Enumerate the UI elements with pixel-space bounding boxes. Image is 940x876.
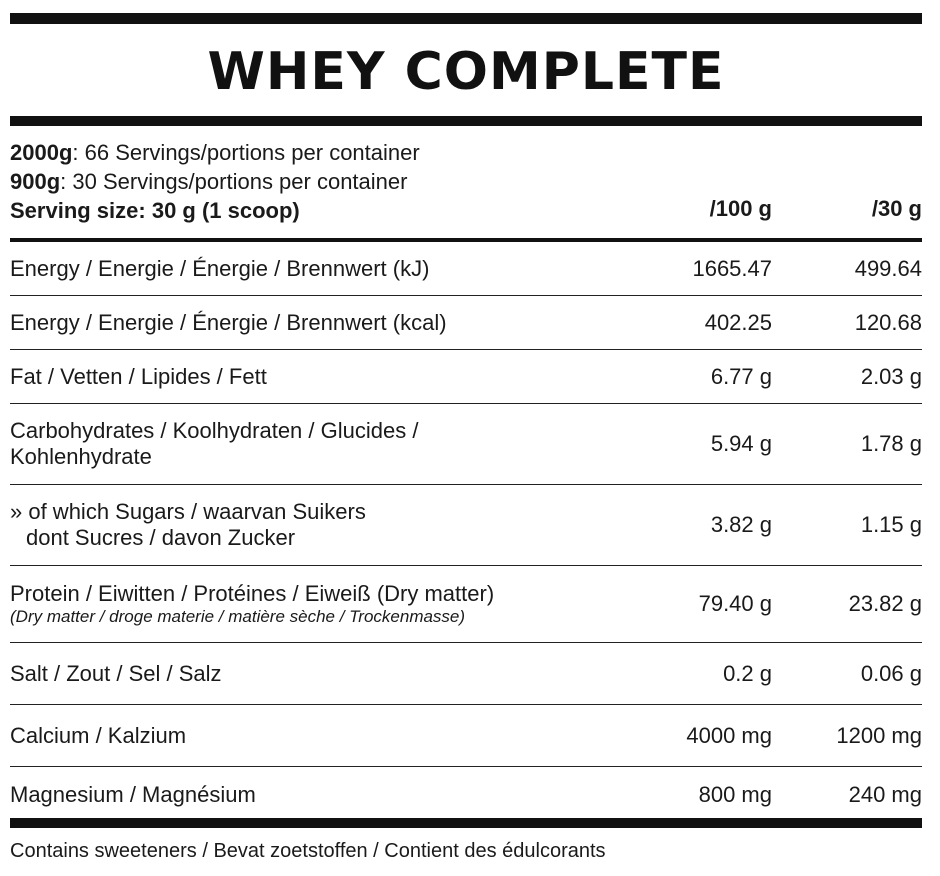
nutrient-label-line2: dont Sucres / davon Zucker — [26, 525, 296, 550]
table-row — [10, 767, 922, 822]
table-row — [10, 242, 922, 296]
nutrient-label-line2: Kohlenhydrate — [10, 444, 152, 469]
value-per-100g: 79.40 g — [698, 591, 772, 616]
value-per-30g: 2.03 g — [860, 363, 922, 389]
nutrient-label-line1: » of which Sugars / waarvan Suikers — [10, 499, 366, 524]
nutrient-label: Fat / Vetten / Lipides / Fett — [10, 363, 267, 389]
value-per-30g: 1200 mg — [836, 722, 922, 748]
value-per-100g: 3.82 g — [710, 512, 772, 537]
value-per-100g: 4000 mg — [686, 722, 772, 748]
table-row — [10, 296, 922, 350]
value-per-30g: 499.64 — [854, 255, 922, 281]
value-per-30g: 1.78 g — [860, 431, 922, 456]
value-per-100g: 0.2 g — [723, 660, 772, 686]
sweetener-note: Contains sweeteners / Bevat zoetstoffen / Contient des édulcorants — [10, 840, 606, 862]
nutrient-label — [10, 418, 622, 470]
value-per-30g: 120.68 — [854, 309, 922, 335]
bottom-divider — [10, 818, 922, 828]
size-2000: 2000g — [10, 140, 73, 165]
value-per-30g: 240 mg — [848, 781, 922, 807]
value-per-30g: 23.82 g — [848, 591, 922, 616]
nutrient-label — [10, 499, 622, 551]
servings-900: : 30 Servings/portions per container — [60, 169, 408, 194]
column-header-30g: /30 g — [871, 196, 922, 221]
product-title: WHEY COMPLETE — [207, 42, 725, 102]
title-divider — [10, 116, 922, 126]
value-per-30g: 1.15 g — [860, 512, 922, 537]
nutrient-label-line1: Carbohydrates / Koolhydraten / Glucides / — [10, 418, 419, 443]
serving-info — [10, 138, 922, 225]
value-per-100g: 5.94 g — [710, 431, 772, 456]
nutrient-label: Magnesium / Magnésium — [10, 781, 256, 807]
nutrient-table — [10, 242, 922, 822]
nutrient-label — [10, 581, 622, 627]
nutrient-label: Salt / Zout / Sel / Salz — [10, 660, 222, 686]
value-per-100g: 6.77 g — [710, 363, 772, 389]
table-row — [10, 643, 922, 705]
top-divider — [10, 13, 922, 24]
value-per-30g: 0.06 g — [860, 660, 922, 686]
table-row — [10, 350, 922, 404]
serving-size: Serving size: 30 g (1 scoop) — [10, 198, 300, 223]
nutrient-label-line1: Protein / Eiwitten / Protéines / Eiweiß (Dry matter) — [10, 581, 495, 606]
nutrient-label: Energy / Energie / Énergie / Brennwert (kcal) — [10, 309, 447, 335]
servings-2000: : 66 Servings/portions per container — [72, 140, 420, 165]
size-900: 900g — [10, 169, 61, 194]
value-per-100g: 1665.47 — [692, 255, 772, 281]
value-per-100g: 402.25 — [704, 309, 772, 335]
table-row — [10, 566, 922, 643]
table-row — [10, 485, 922, 566]
table-row — [10, 705, 922, 767]
nutrient-label: Calcium / Kalzium — [10, 722, 187, 748]
table-row — [10, 404, 922, 485]
column-header-100g: /100 g — [709, 196, 772, 221]
nutrient-sublabel: (Dry matter / droge materie / matière sèche / Trockenmasse) — [10, 607, 466, 626]
value-per-100g: 800 mg — [698, 781, 772, 807]
nutrient-label: Energy / Energie / Énergie / Brennwert (kJ) — [10, 255, 430, 281]
